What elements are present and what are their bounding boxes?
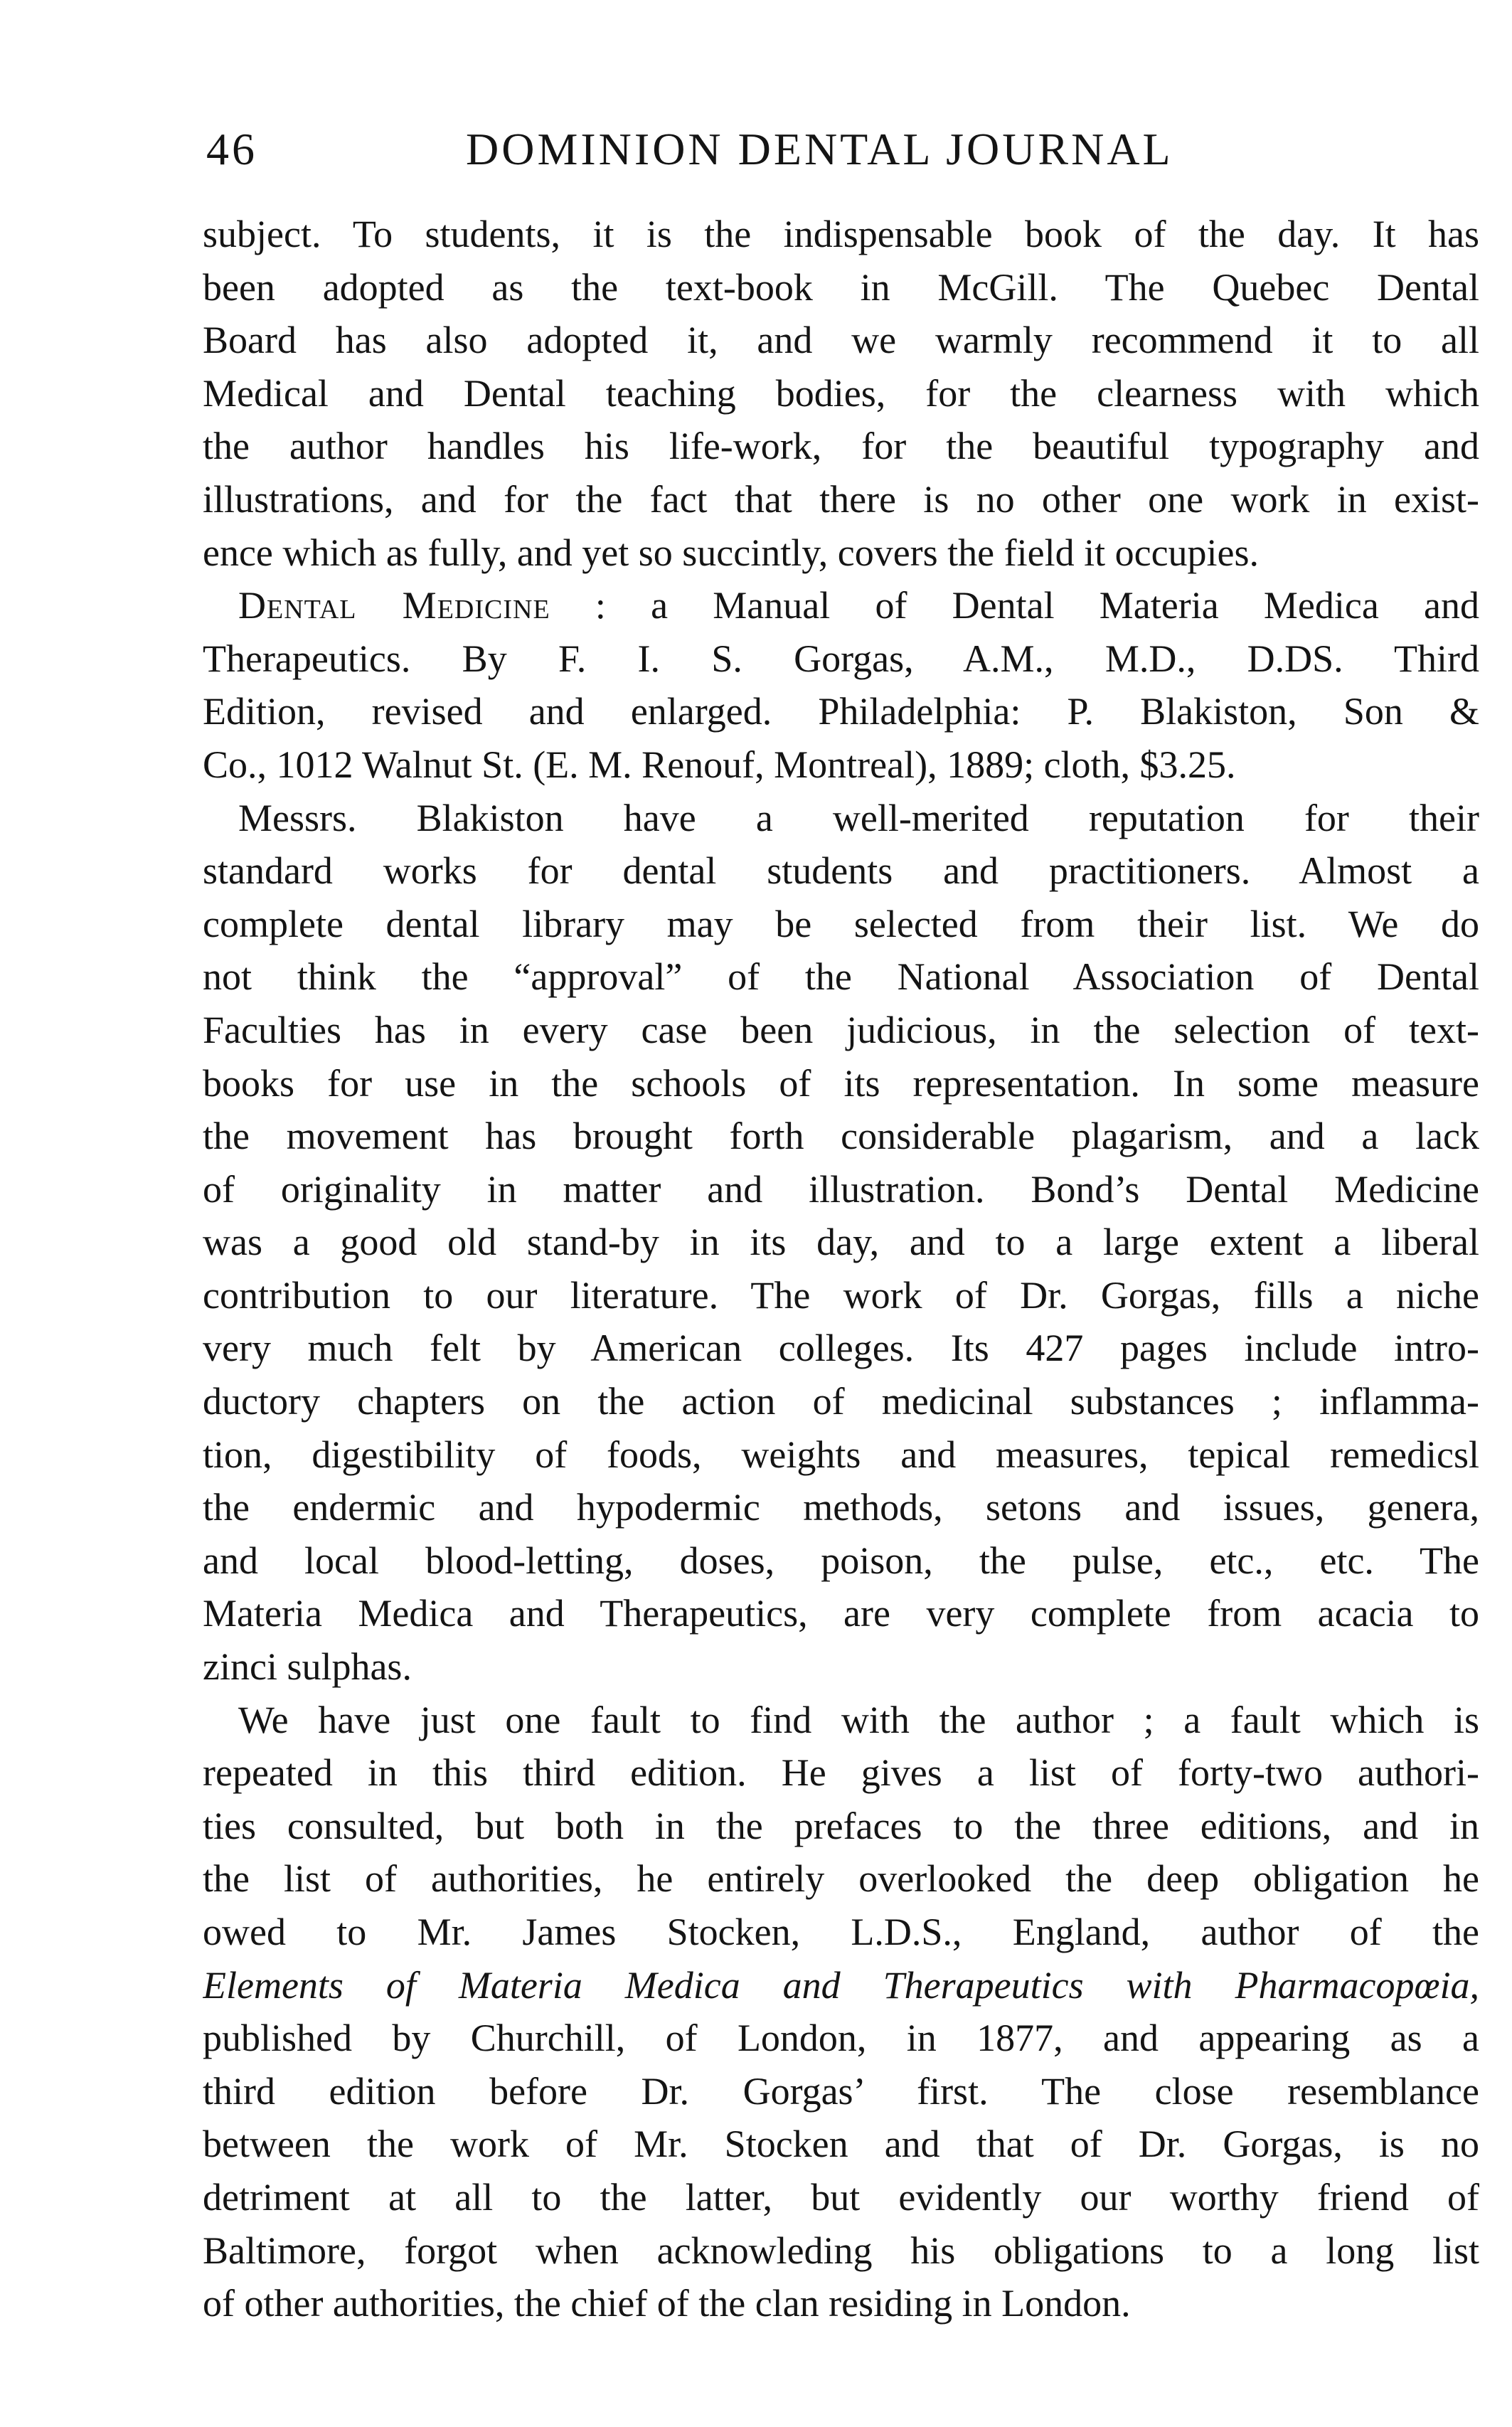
text-line: ties consulted, but both in the prefaces to the three editions, and in: [203, 1804, 1479, 1847]
text-line: Messrs. Blakiston have a well-merited reputation for their: [238, 796, 1479, 839]
text-line: ence which as fully, and yet so succintly, covers the field it occupies.: [203, 531, 1260, 574]
text-line: third edition before Dr. Gorgas’ first. The close resemblance: [203, 2069, 1479, 2113]
text-line: and local blood-letting, doses, poison, the pulse, etc., etc. The: [203, 1539, 1479, 1582]
text-line: books for use in the schools of its representation. In some measure: [203, 1061, 1479, 1105]
text-line: Therapeutics. By F. I. S. Gorgas, A.M., M.D., D.DS. Third: [203, 637, 1479, 680]
text-line: standard works for dental students and practitioners. Almost a: [203, 849, 1479, 893]
text-line: owed to Mr. James Stocken, L.D.S., England, author of the: [203, 1911, 1479, 1953]
running-head: DOMINION DENTAL JOURNAL: [466, 124, 1173, 174]
text-line: between the work of Mr. Stocken and that of Dr. Gorgas, is no: [203, 2123, 1479, 2166]
paragraph-fault: [203, 1694, 1479, 2330]
book-title-caps: Dental Medicine: [238, 584, 550, 627]
text-line: Materia Medica and Therapeutics, are very complete from acacia to: [203, 1592, 1479, 1635]
text-line: was a good old stand-by in its day, and to a large extent a liberal: [203, 1221, 1479, 1264]
text-line: Board has also adopted it, and we warmly recommend it to all: [203, 319, 1479, 362]
article-body: [203, 208, 1479, 2330]
text-line: the movement has brought forth considerable plagarism, and a lack: [203, 1115, 1479, 1158]
text-line: the author handles his life-work, for the beautiful typography and: [203, 425, 1479, 468]
text-line: been adopted as the text-book in McGill. The Quebec Dental: [203, 265, 1479, 309]
text-line: very much felt by American colleges. Its 427 pages include intro-: [203, 1327, 1479, 1370]
paragraph-gray-review-end: [203, 208, 1479, 579]
text-line: of other authorities, the chief of the clan residing in London.: [203, 2282, 1131, 2325]
text-line: Edition, revised and enlarged. Philadelphia: P. Blakiston, Son &: [203, 690, 1479, 733]
text-line: zinci sulphas.: [203, 1645, 412, 1689]
text-line: ductory chapters on the action of medicinal substances ; inflamma-: [203, 1380, 1479, 1423]
text-line: Co., 1012 Walnut St. (E. M. Renouf, Montreal), 1889; cloth, $3.25.: [203, 743, 1236, 786]
text-line: complete dental library may be selected from their list. We do: [203, 902, 1479, 945]
text-line: published by Churchill, of London, in 1877, and appearing as a: [203, 2017, 1479, 2060]
citation-first-line-rest: : a Manual of Dental Materia Medica and: [595, 584, 1479, 627]
paragraph-book-citation: [203, 579, 1479, 791]
text-line: tion, digestibility of foods, weights and measures, tepical remedicsl: [203, 1433, 1479, 1476]
text-line: not think the “approval” of the National Association of Dental: [203, 955, 1479, 999]
text-line: detriment at all to the latter, but evidently our worthy friend of: [203, 2175, 1479, 2219]
text-line: Faculties has in every case been judicious, in the selection of text-: [203, 1008, 1479, 1051]
page-number: 46: [206, 124, 257, 174]
text-line: subject. To students, it is the indispensable book of the day. It has: [203, 213, 1479, 255]
citation-first-line: [203, 579, 1479, 632]
paragraph-review: [203, 792, 1479, 1694]
text-line: We have just one fault to find with the author ; a fault which is: [238, 1698, 1479, 1741]
text-line: the list of authorities, he entirely overlooked the deep obligation he: [203, 1857, 1479, 1901]
text-line: of originality in matter and illustration. Bond’s Dental Medicine: [203, 1167, 1479, 1211]
text-line: contribution to our literature. The work of Dr. Gorgas, fills a niche: [203, 1273, 1479, 1317]
text-line: Medical and Dental teaching bodies, for the clearness with which: [203, 371, 1479, 415]
italic-book-title: Elements of Materia Medica and Therapeutics with Pharmacopœia,: [203, 1963, 1479, 2007]
text-line: Baltimore, forgot when acknowleding his obligations to a long list: [203, 2229, 1479, 2272]
text-line: repeated in this third edition. He gives a list of forty-two authori-: [203, 1751, 1479, 1795]
page-header: [206, 114, 1479, 185]
text-line: the endermic and hypodermic methods, setons and issues, genera,: [203, 1486, 1479, 1529]
text-line: illustrations, and for the fact that there is no other one work in exist-: [203, 477, 1479, 521]
